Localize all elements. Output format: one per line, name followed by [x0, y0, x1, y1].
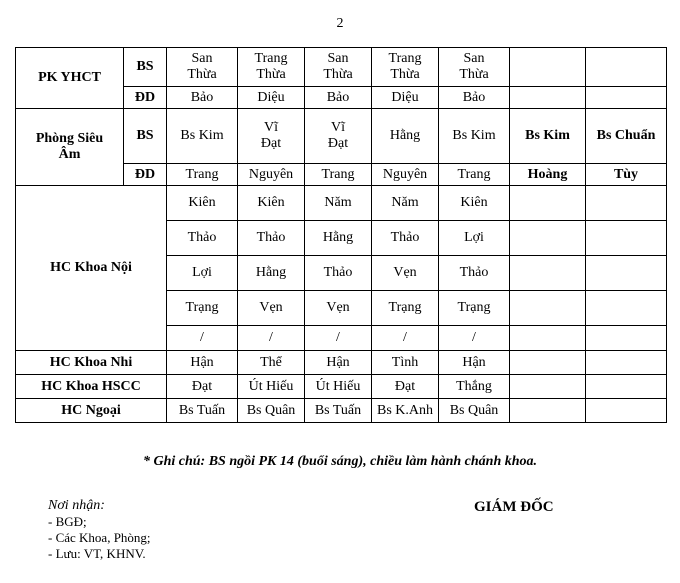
schedule-cell — [586, 256, 667, 291]
schedule-cell: Thảo — [167, 221, 238, 256]
schedule-cell — [586, 399, 667, 423]
schedule-cell: Kiên — [238, 186, 305, 221]
schedule-cell: Bs Chuẩn — [586, 109, 667, 164]
schedule-cell: Kiên — [439, 186, 510, 221]
schedule-cell: Bs Quân — [238, 399, 305, 423]
recipient-item: - Các Khoa, Phòng; — [48, 530, 151, 545]
schedule-cell — [586, 291, 667, 326]
dept-label: HC Khoa Nội — [16, 186, 167, 351]
schedule-cell: Bs Quân — [439, 399, 510, 423]
schedule-cell: Đạt — [372, 375, 439, 399]
role-label: ĐD — [124, 164, 167, 186]
schedule-cell: Bảo — [305, 87, 372, 109]
schedule-cell — [510, 87, 586, 109]
table-row — [16, 399, 667, 423]
schedule-cell: Nguyên — [238, 164, 305, 186]
schedule-cell — [510, 48, 586, 87]
dept-label: HC Ngoại — [16, 399, 167, 423]
schedule-cell: Thảo — [305, 256, 372, 291]
dept-label: HC Khoa Nhi — [16, 351, 167, 375]
schedule-cell — [586, 87, 667, 109]
schedule-cell: Trang — [167, 164, 238, 186]
schedule-cell — [586, 351, 667, 375]
schedule-cell: Năm — [305, 186, 372, 221]
schedule-cell: Thể — [238, 351, 305, 375]
schedule-cell — [586, 48, 667, 87]
schedule-cell: Trang — [439, 164, 510, 186]
schedule-cell — [510, 351, 586, 375]
schedule-cell: Trang Thừa — [372, 48, 439, 87]
schedule-cell: Vẹn — [305, 291, 372, 326]
schedule-cell: Hằng — [372, 109, 439, 164]
schedule-note: * Ghi chú: BS ngồi PK 14 (buổi sáng), chiều làm hành chánh khoa. — [142, 454, 538, 469]
schedule-cell: Diệu — [372, 87, 439, 109]
schedule-cell — [510, 186, 586, 221]
role-label: BS — [124, 48, 167, 87]
schedule-cell — [510, 291, 586, 326]
schedule-cell: Lợi — [439, 221, 510, 256]
schedule-cell: Lợi — [167, 256, 238, 291]
role-label: BS — [124, 109, 167, 164]
schedule-cell — [510, 256, 586, 291]
schedule-cell — [586, 326, 667, 351]
schedule-cell: Hận — [305, 351, 372, 375]
recipient-item: - Lưu: VT, KHNV. — [48, 546, 146, 561]
table-row — [16, 48, 667, 87]
schedule-cell: Diệu — [238, 87, 305, 109]
schedule-cell: / — [167, 326, 238, 351]
schedule-cell: / — [372, 326, 439, 351]
table-row — [16, 186, 667, 221]
schedule-cell: Vẹn — [372, 256, 439, 291]
dept-label: HC Khoa HSCC — [16, 375, 167, 399]
schedule-cell: / — [305, 326, 372, 351]
recipients-list — [48, 514, 151, 562]
schedule-cell — [586, 221, 667, 256]
schedule-cell: Trang Thừa — [238, 48, 305, 87]
dept-label: PK YHCT — [16, 48, 124, 109]
schedule-cell: Nguyên — [372, 164, 439, 186]
schedule-cell: Bs Kim — [167, 109, 238, 164]
schedule-cell: Út Hiếu — [238, 375, 305, 399]
schedule-cell: Năm — [372, 186, 439, 221]
schedule-cell: Trạng — [439, 291, 510, 326]
schedule-cell: Thảo — [372, 221, 439, 256]
director-signature-title: GIÁM ĐỐC — [474, 499, 554, 515]
schedule-cell: Thắng — [439, 375, 510, 399]
schedule-cell: Bs Tuấn — [167, 399, 238, 423]
table-row — [16, 109, 667, 164]
schedule-cell: Hận — [167, 351, 238, 375]
dept-label: Phòng Siêu Âm — [16, 109, 124, 186]
schedule-cell: San Thừa — [439, 48, 510, 87]
schedule-cell: San Thừa — [305, 48, 372, 87]
schedule-cell — [510, 375, 586, 399]
schedule-cell: Hận — [439, 351, 510, 375]
table-row — [16, 375, 667, 399]
schedule-cell: Bảo — [439, 87, 510, 109]
recipient-item: - BGĐ; — [48, 514, 87, 529]
table-row — [16, 351, 667, 375]
schedule-cell — [510, 399, 586, 423]
schedule-cell: Vĩ Đạt — [305, 109, 372, 164]
schedule-cell: Thảo — [439, 256, 510, 291]
schedule-cell: Tình — [372, 351, 439, 375]
schedule-cell: Hằng — [238, 256, 305, 291]
schedule-cell: / — [238, 326, 305, 351]
schedule-cell: Hoàng — [510, 164, 586, 186]
schedule-cell: Bs Tuấn — [305, 399, 372, 423]
schedule-cell: Hằng — [305, 221, 372, 256]
schedule-cell: Kiên — [167, 186, 238, 221]
schedule-cell: Bảo — [167, 87, 238, 109]
schedule-cell: Trang — [305, 164, 372, 186]
schedule-cell — [510, 221, 586, 256]
schedule-cell: Bs Kim — [510, 109, 586, 164]
schedule-cell — [586, 186, 667, 221]
schedule-cell: Trạng — [372, 291, 439, 326]
schedule-cell: Út Hiếu — [305, 375, 372, 399]
schedule-cell: Đạt — [167, 375, 238, 399]
page-number: 2 — [336, 16, 344, 31]
role-label: ĐD — [124, 87, 167, 109]
schedule-cell — [586, 375, 667, 399]
schedule-cell: San Thừa — [167, 48, 238, 87]
schedule-cell: / — [439, 326, 510, 351]
schedule-cell: Trạng — [167, 291, 238, 326]
recipients-title: Nơi nhận: — [48, 498, 105, 513]
duty-schedule-table — [15, 47, 667, 423]
recipients-block — [48, 498, 151, 562]
schedule-cell: Bs Kim — [439, 109, 510, 164]
schedule-cell: Tùy — [586, 164, 667, 186]
schedule-cell — [510, 326, 586, 351]
schedule-cell: Bs K.Anh — [372, 399, 439, 423]
schedule-cell: Vẹn — [238, 291, 305, 326]
schedule-cell: Thảo — [238, 221, 305, 256]
schedule-cell: Vĩ Đạt — [238, 109, 305, 164]
